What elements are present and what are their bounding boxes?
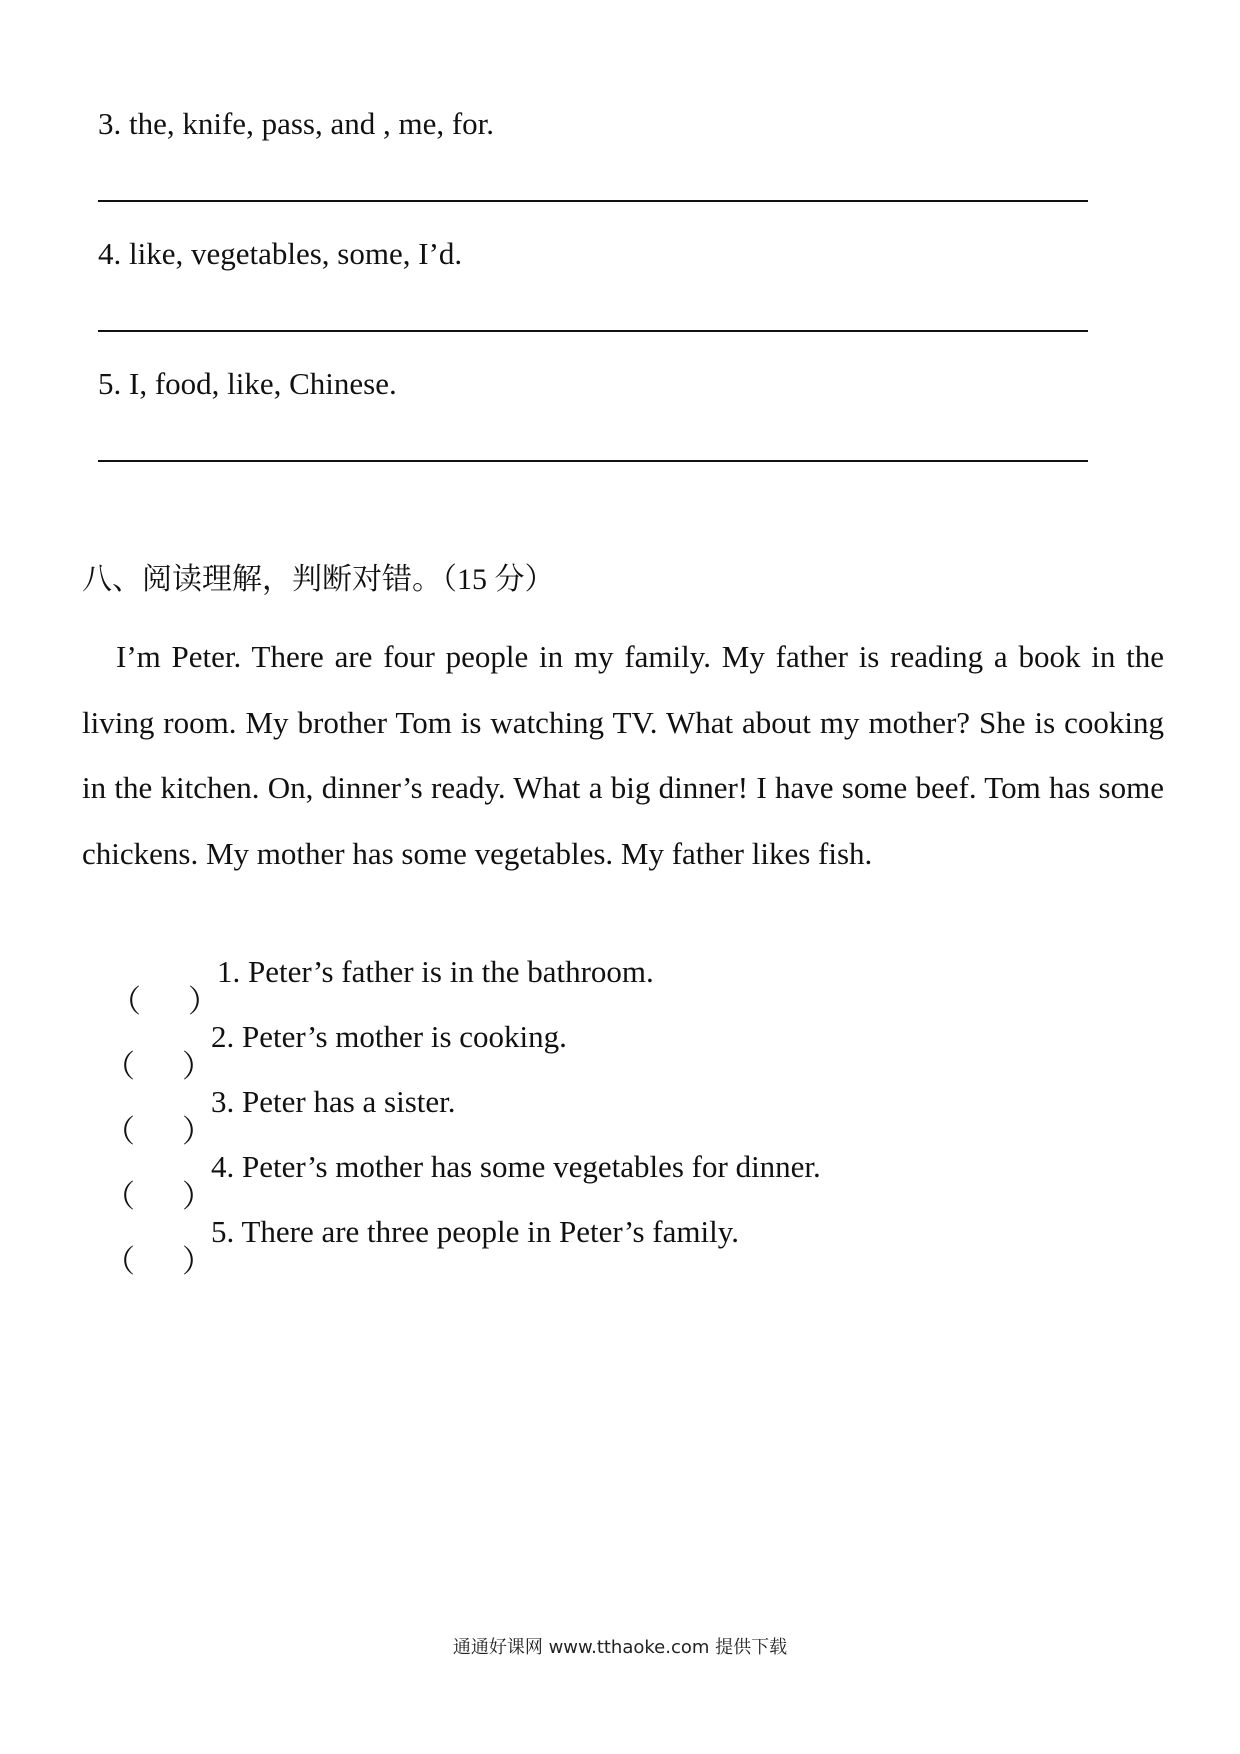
judgement-text: 1. Peter’s father is in the bathroom. bbox=[217, 954, 654, 989]
judgement-text: 3. Peter has a sister. bbox=[211, 1084, 456, 1119]
answer-line-3 bbox=[98, 200, 1088, 202]
sentence-question-4: 4. like, vegetables, some, I’d. bbox=[98, 236, 463, 271]
judgement-item-4: （ ） 4. Peter’s mother has some vegetables for dinner. bbox=[104, 1149, 821, 1214]
page-footer: 通通好课网 www.tthaoke.com 提供下载 bbox=[452, 1637, 788, 1658]
judgement-item-2: （ ） 2. Peter’s mother is cooking. bbox=[104, 1019, 567, 1084]
judgement-item-5: （ ） 5. There are three people in Peter’s family. bbox=[104, 1214, 739, 1279]
reading-passage: I’m Peter. There are four people in my family. My father is reading a book in the living room. My brother Tom is watching TV. What about my mother? She is cooking in the kitchen. On, dinner’s ready. What a big dinner! I have some beef. Tom has some chickens. My mother has some vegetables. My father likes fish. bbox=[82, 639, 1164, 871]
sentence-question-5: 5. I, food, like, Chinese. bbox=[98, 366, 397, 401]
sentence-question-3: 3. the, knife, pass, and , me, for. bbox=[98, 106, 495, 141]
section-title: 八、阅读理解，判断对错。（15 分） bbox=[82, 563, 555, 596]
judgement-text: 4. Peter’s mother has some vegetables for dinner. bbox=[211, 1149, 821, 1184]
judgement-text: 5. There are three people in Peter’s family. bbox=[211, 1214, 739, 1249]
answer-line-5 bbox=[98, 460, 1088, 462]
answer-line-4 bbox=[98, 330, 1088, 332]
judgement-item-1: （ ） 1. Peter’s father is in the bathroom. bbox=[110, 954, 654, 1019]
judgement-text: 2. Peter’s mother is cooking. bbox=[211, 1019, 567, 1054]
judgement-item-3: （ ） 3. Peter has a sister. bbox=[104, 1084, 456, 1149]
